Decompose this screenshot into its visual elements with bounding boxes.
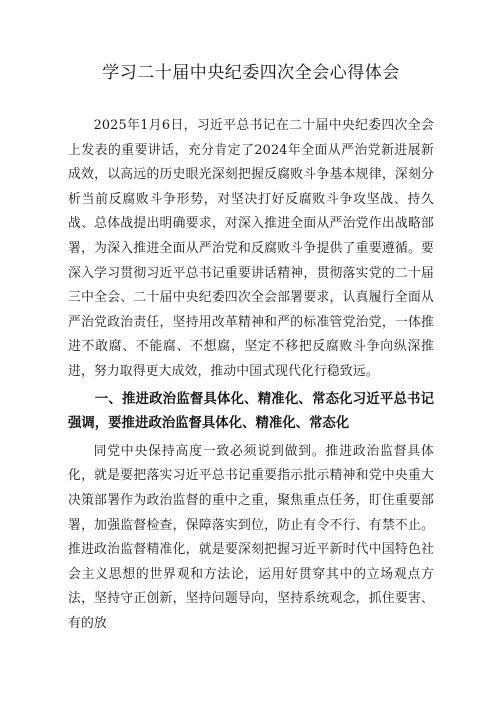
intro-paragraph: 2025年1月6日，习近平总书记在二十届中央纪委四次全会上发表的重要讲话，充分肯定了2024年全面从严治党新进展新成效，以高远的历史眼光深刻把握反腐败斗争基本规律，深刻分析当前反腐败斗争形势，对坚决打好反腐败斗争攻坚战、持久战、总体战提出明确要求，对深入推进全面从严治党作出战略部署，为深入推进全面从严治党和反腐败斗争提供了重要遵循。要深入学习贯彻习近平总书记重要讲话精神，贯彻落实党的二十届三中全会、二十届中央纪委四次全会部署要求，认真履行全面从严治党政治责任，坚持用改革精神和严的标准管党治党，一体推进不敢腐、不能腐、不想腐，坚定不移把反腐败斗争向纵深推进，努力取得更大成效，推动中国式现代化行稳致远。 <box>68 118 434 379</box>
section-1-paragraph: 同党中央保持高度一致必须说到做到。推进政治监督具体化，就是要把落实习近平总书记重要指示批示精神和党中央重大决策部署作为政治监督的重中之重，聚焦重点任务，盯住重要部署，加强监督检查，保障落实到位，防止有令不行、有禁不止。推进政治监督精准化，就是要深刻把握习近平新时代中国特色社会主义思想的世界观和方法论，运用好贯穿其中的立场观点方法，坚持守正创新，坚持问题导向，坚持系统观念，抓住要害、有的放 <box>68 443 434 631</box>
section-heading-1: 一、推进政治监督具体化、精准化、常态化习近平总书记强调，要推进政治监督具体化、精准化、常态化 <box>68 391 434 432</box>
document-title: 学习二十届中央纪委四次全会心得体会 <box>102 63 400 83</box>
